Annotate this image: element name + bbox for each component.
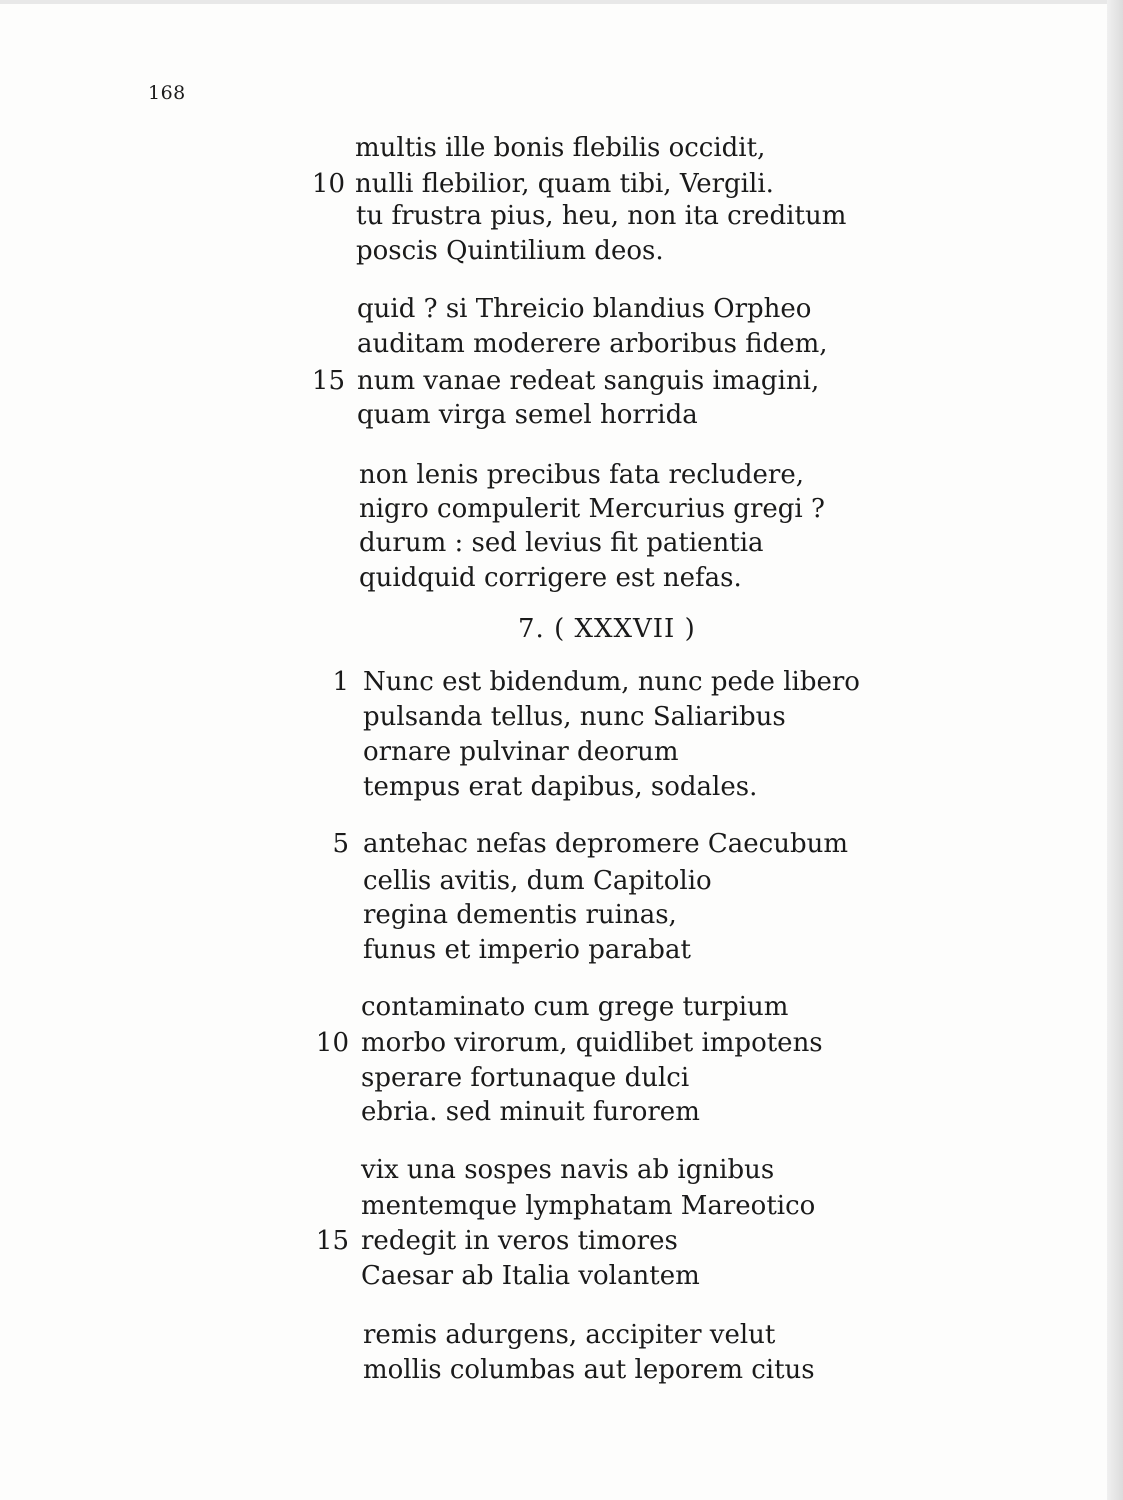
verse-line: quidquid corrigere est nefas. <box>359 563 742 593</box>
line-number: 10 <box>315 1028 349 1058</box>
verse-line: nulli flebilior, quam tibi, Vergili. <box>355 169 774 199</box>
verse-line: mollis columbas aut leporem citus <box>363 1355 815 1385</box>
verse-line: tempus erat dapibus, sodales. <box>363 772 758 802</box>
verse-line: cellis avitis, dum Capitolio <box>363 866 712 896</box>
verse-line: non lenis precibus fata recludere, <box>359 460 804 490</box>
verse-line: multis ille bonis flebilis occidit, <box>355 133 766 163</box>
verse-line: contaminato cum grege turpium <box>361 992 789 1022</box>
verse-line: sperare fortunaque dulci <box>361 1063 690 1093</box>
verse-line: redegit in veros timores <box>361 1226 678 1256</box>
line-number: 1 <box>332 667 349 697</box>
verse-line: pulsanda tellus, nunc Saliaribus <box>363 702 786 732</box>
verse-line: vix una sospes navis ab ignibus <box>361 1155 775 1185</box>
line-number: 15 <box>311 366 345 396</box>
page-right-edge <box>1107 0 1123 1500</box>
verse-line: auditam moderere arboribus fidem, <box>357 329 828 359</box>
verse-line: antehac nefas depromere Caecubum <box>363 829 849 859</box>
verse-line: remis adurgens, accipiter velut <box>363 1320 776 1350</box>
verse-line: tu frustra pius, heu, non ita creditum <box>356 201 847 231</box>
verse-line: Caesar ab Italia volantem <box>361 1261 700 1291</box>
verse-line: nigro compulerit Mercurius gregi ? <box>359 494 825 524</box>
verse-line: quid ? si Threicio blandius Orpheo <box>357 294 812 324</box>
verse-line: ebria. sed minuit furorem <box>361 1097 700 1127</box>
verse-line: Nunc est bidendum, nunc pede libero <box>363 667 860 697</box>
ode-heading: 7. ( XXXVII ) <box>518 614 696 644</box>
verse-line: quam virga semel horrida <box>357 400 698 430</box>
verse-line: morbo virorum, quidlibet impotens <box>361 1028 823 1058</box>
line-number: 10 <box>311 169 345 199</box>
verse-line: funus et imperio parabat <box>363 935 691 965</box>
line-number: 5 <box>332 829 349 859</box>
verse-line: regina dementis ruinas, <box>363 900 677 930</box>
verse-line: durum : sed levius fit patientia <box>359 528 764 558</box>
page-number: 168 <box>148 82 186 104</box>
line-number: 15 <box>315 1226 349 1256</box>
verse-line: ornare pulvinar deorum <box>363 737 679 767</box>
page-top-edge <box>0 0 1123 4</box>
verse-line: poscis Quintilium deos. <box>356 236 664 266</box>
verse-line: num vanae redeat sanguis imagini, <box>357 366 820 396</box>
verse-line: mentemque lymphatam Mareotico <box>361 1191 816 1221</box>
